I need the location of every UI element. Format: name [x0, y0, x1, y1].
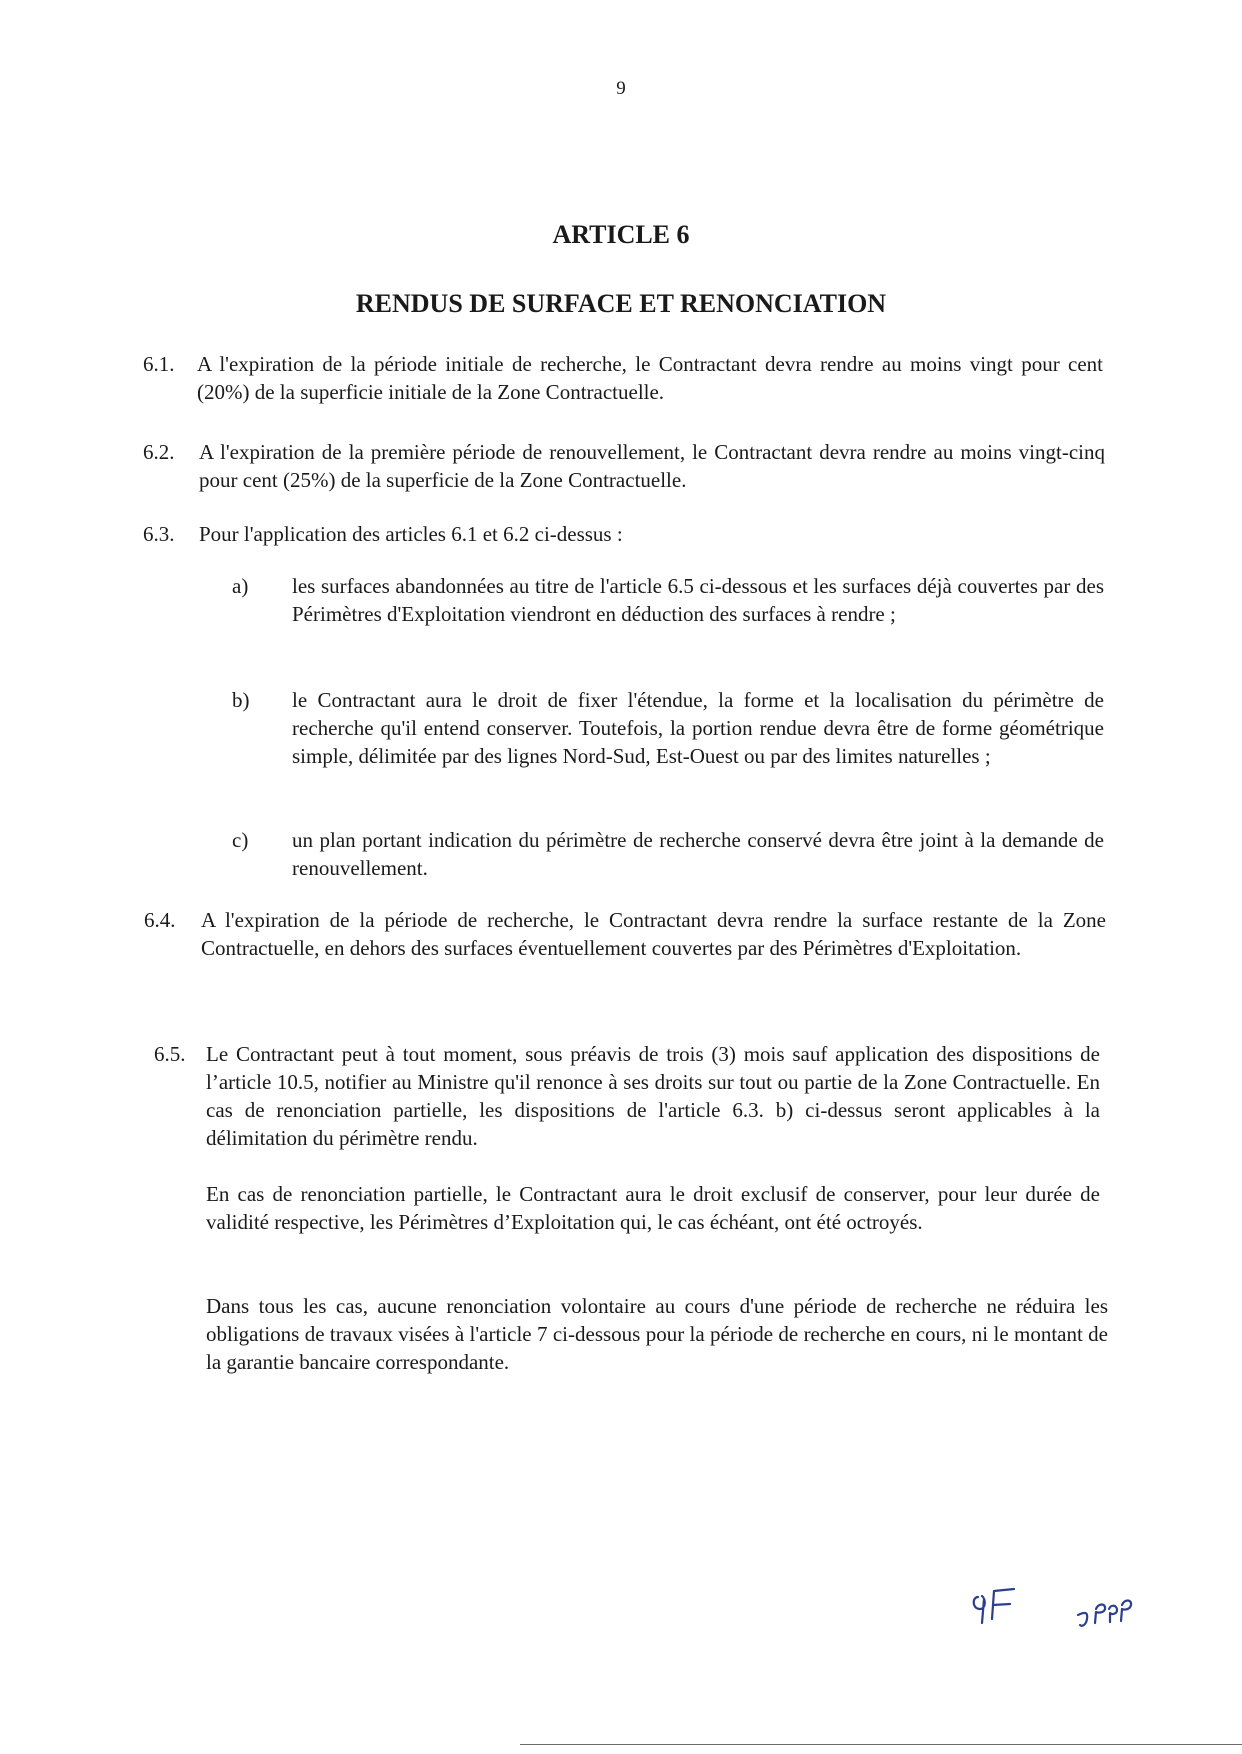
clause-number: 6.5. [154, 1042, 186, 1066]
clause-number: 6.4. [144, 908, 176, 932]
clause-text: Pour l'application des articles 6.1 et 6.2 ci-dessus : [199, 522, 623, 546]
clause-6-1 [143, 350, 1103, 410]
clause-text: A l'expiration de la première période de renouvellement, le Contractant devra rendre au moins vingt-cinq pour cent (25%) de la superficie de la Zone Contractuelle. [199, 440, 1105, 492]
list-item-text: les surfaces abandonnées au titre de l'article 6.5 ci-dessous et les surfaces déjà couvertes par des Périmètres d'Exploitation viendront en déduction des surfaces à rendre ; [292, 574, 1104, 626]
clause-6-5-paragraph-2: En cas de renonciation partielle, le Contractant aura le droit exclusif de conserver, pour leur durée de validité respective, les Périmètres d’Exploitation qui, le cas échéant, ont été octroyés. [206, 1182, 1100, 1234]
list-item-letter: a) [232, 574, 249, 598]
clause-text: Le Contractant peut à tout moment, sous préavis de trois (3) mois sauf application des dispositions de l’article 10.5, notifier au Ministre qu'il renonce à ses droits sur tout ou partie de la Zone Contractuelle. En cas de renonciation partielle, les dispositions de l'article 6.3. b) ci-dessus seront applicables à la délimitation du périmètre rendu. [206, 1042, 1100, 1150]
list-item-text: le Contractant aura le droit de fixer l'étendue, la forme et la localisation du périmètre de recherche qu'il entend conserver. Toutefois, la portion rendue devra être de forme géométrique simple, délimitée par des lignes Nord-Sud, Est-Ouest ou par des limites naturelles ; [292, 688, 1104, 768]
list-item-b [232, 686, 1104, 802]
article-title: ARTICLE 6 [552, 220, 690, 249]
clause-text: A l'expiration de la période initiale de recherche, le Contractant devra rendre au moins vingt pour cent (20%) de la superficie initiale de la Zone Contractuelle. [197, 352, 1103, 404]
clause-6-2 [143, 438, 1105, 498]
list-item-letter: c) [232, 828, 249, 852]
clause-6-5 [154, 1040, 1100, 1158]
list-item-text: un plan portant indication du périmètre de recherche conservé devra être joint à la demande de renouvellement. [292, 828, 1104, 880]
clause-number: 6.3. [143, 522, 175, 546]
page-number: 9 [616, 78, 626, 99]
list-item-a [232, 572, 1104, 662]
list-item-c [232, 826, 1104, 886]
clause-text: A l'expiration de la période de recherche, le Contractant devra rendre la surface restante de la Zone Contractuelle, en dehors des surfaces éventuellement couvertes par des Périmètres d'Exploitation. [201, 908, 1106, 960]
clause-6-3 [143, 520, 1105, 552]
bottom-rule [520, 1744, 1242, 1745]
clause-number: 6.1. [143, 352, 175, 376]
clause-number: 6.2. [143, 440, 175, 464]
list-item-letter: b) [232, 688, 250, 712]
clause-6-5-paragraph-3: Dans tous les cas, aucune renonciation volontaire au cours d'une période de recherche ne réduira les obligations de travaux visées à l'article 7 ci-dessous pour la période de recherche en cours, ni le montant de la garantie bancaire correspondante. [206, 1294, 1108, 1374]
article-subtitle: RENDUS DE SURFACE ET RENONCIATION [355, 289, 887, 318]
clause-6-4 [144, 906, 1106, 996]
handwritten-initials [970, 1585, 1170, 1645]
